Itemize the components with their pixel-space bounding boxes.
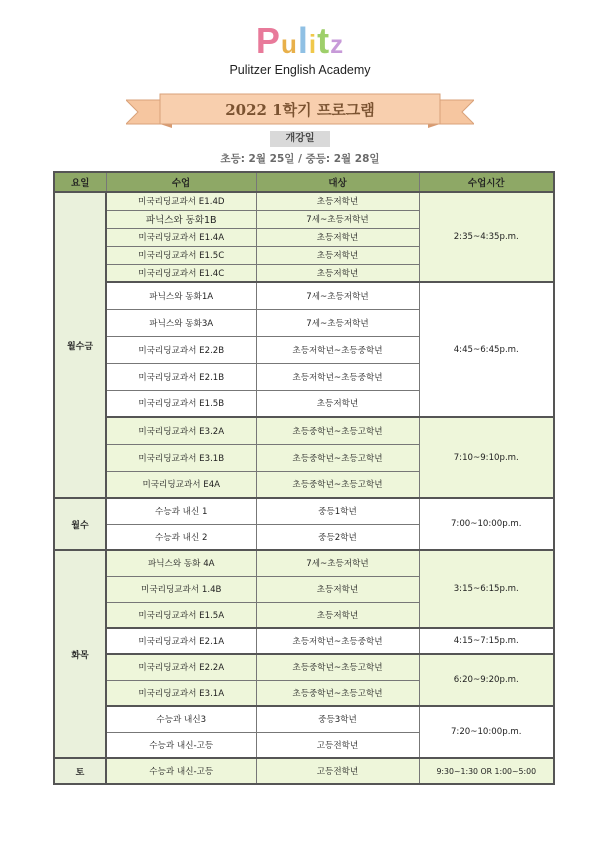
- logo-letter: l: [297, 20, 309, 61]
- target-cell: 초등저학년: [256, 192, 419, 210]
- class-cell: 미국리딩교과서 E1.5C: [106, 246, 256, 264]
- schedule-table: [53, 171, 555, 785]
- logo-text: Pulitzer English Academy: [229, 63, 371, 77]
- col-header-time: 수업시간: [419, 172, 554, 192]
- logo-letter: u: [280, 29, 298, 59]
- class-cell: 파닉스와 동화3A: [106, 309, 256, 336]
- table-row: [54, 654, 554, 680]
- class-cell: 미국리딩교과서 E1.4D: [106, 192, 256, 210]
- class-cell: 미국리딩교과서 E1.4A: [106, 228, 256, 246]
- table-row: [54, 282, 554, 309]
- class-cell: 미국리딩교과서 E3.2A: [106, 417, 256, 444]
- time-cell: 4:15~7:15p.m.: [419, 628, 554, 654]
- logo-letter: i: [308, 29, 318, 59]
- class-cell: 미국리딩교과서 E2.1A: [106, 628, 256, 654]
- day-cell: 토: [54, 758, 106, 784]
- class-cell: 미국리딩교과서 E2.2B: [106, 336, 256, 363]
- target-cell: 초등저학년~초등중학년: [256, 628, 419, 654]
- class-cell: 수능과 내신 2: [106, 524, 256, 550]
- page-title: 2022 1학기 프로그램: [225, 101, 375, 119]
- target-cell: 중등2학년: [256, 524, 419, 550]
- target-cell: 초등저학년~초등중학년: [256, 336, 419, 363]
- col-header-day: 요일: [54, 172, 106, 192]
- day-cell: 월수금: [54, 192, 106, 498]
- class-cell: 미국리딩교과서 E3.1A: [106, 680, 256, 706]
- target-cell: 초등저학년: [256, 246, 419, 264]
- time-cell: 7:10~9:10p.m.: [419, 417, 554, 498]
- open-date-label: 개강일: [270, 131, 330, 147]
- table-row: [54, 628, 554, 654]
- table-row: [54, 417, 554, 444]
- time-cell: 7:00~10:00p.m.: [419, 498, 554, 550]
- day-cell: 월수: [54, 498, 106, 550]
- academy-logo: [0, 22, 600, 77]
- class-cell: 파닉스와 동화1B: [106, 210, 256, 228]
- table-row: [54, 498, 554, 524]
- logo-letter: P: [255, 20, 281, 61]
- logo-letter: t: [317, 20, 331, 61]
- target-cell: 초등중학년~초등고학년: [256, 654, 419, 680]
- class-cell: 수능과 내신-고등: [106, 758, 256, 784]
- target-cell: 중등1학년: [256, 498, 419, 524]
- class-cell: 미국리딩교과서 E1.5B: [106, 390, 256, 417]
- class-cell: 미국리딩교과서 E2.2A: [106, 654, 256, 680]
- target-cell: 7세~초등저학년: [256, 282, 419, 309]
- class-cell: 미국리딩교과서 E2.1B: [106, 363, 256, 390]
- class-cell: 수능과 내신-고등: [106, 732, 256, 758]
- logo-mark: [256, 22, 344, 63]
- class-cell: 미국리딩교과서 1.4B: [106, 576, 256, 602]
- time-cell: 9:30~1:30 OR 1:00~5:00: [419, 758, 554, 784]
- target-cell: 7세~초등저학년: [256, 309, 419, 336]
- target-cell: 초등중학년~초등고학년: [256, 471, 419, 498]
- target-cell: 초등중학년~초등고학년: [256, 417, 419, 444]
- target-cell: 초등저학년: [256, 576, 419, 602]
- target-cell: 초등저학년: [256, 264, 419, 282]
- class-cell: 파닉스와 동화1A: [106, 282, 256, 309]
- target-cell: 7세~초등저학년: [256, 550, 419, 576]
- class-cell: 미국리딩교과서 E1.4C: [106, 264, 256, 282]
- table-header-row: [54, 172, 554, 192]
- time-cell: 7:20~10:00p.m.: [419, 706, 554, 758]
- table-row: [54, 706, 554, 732]
- target-cell: 초등저학년: [256, 602, 419, 628]
- time-cell: 6:20~9:20p.m.: [419, 654, 554, 706]
- class-cell: 수능과 내신 1: [106, 498, 256, 524]
- time-cell: 4:45~6:45p.m.: [419, 282, 554, 417]
- open-dates: 초등: 2월 25일 / 중등: 2월 28일: [220, 153, 380, 165]
- target-cell: 7세~초등저학년: [256, 210, 419, 228]
- table-row: [54, 758, 554, 784]
- target-cell: 중등3학년: [256, 706, 419, 732]
- col-header-target: 대상: [256, 172, 419, 192]
- time-cell: 2:35~4:35p.m.: [419, 192, 554, 282]
- class-cell: 수능과 내신3: [106, 706, 256, 732]
- class-cell: 미국리딩교과서 E4A: [106, 471, 256, 498]
- table-row: [54, 192, 554, 210]
- target-cell: 초등저학년~초등중학년: [256, 363, 419, 390]
- table-row: [54, 550, 554, 576]
- logo-letter: z: [330, 29, 345, 59]
- class-cell: 파닉스와 동화 4A: [106, 550, 256, 576]
- target-cell: 초등저학년: [256, 228, 419, 246]
- time-cell: 3:15~6:15p.m.: [419, 550, 554, 628]
- target-cell: 초등중학년~초등고학년: [256, 444, 419, 471]
- class-cell: 미국리딩교과서 E1.5A: [106, 602, 256, 628]
- class-cell: 미국리딩교과서 E3.1B: [106, 444, 256, 471]
- target-cell: 초등저학년: [256, 390, 419, 417]
- target-cell: 고등전학년: [256, 758, 419, 784]
- target-cell: 초등중학년~초등고학년: [256, 680, 419, 706]
- col-header-class: 수업: [106, 172, 256, 192]
- day-cell: 화목: [54, 550, 106, 758]
- target-cell: 고등전학년: [256, 732, 419, 758]
